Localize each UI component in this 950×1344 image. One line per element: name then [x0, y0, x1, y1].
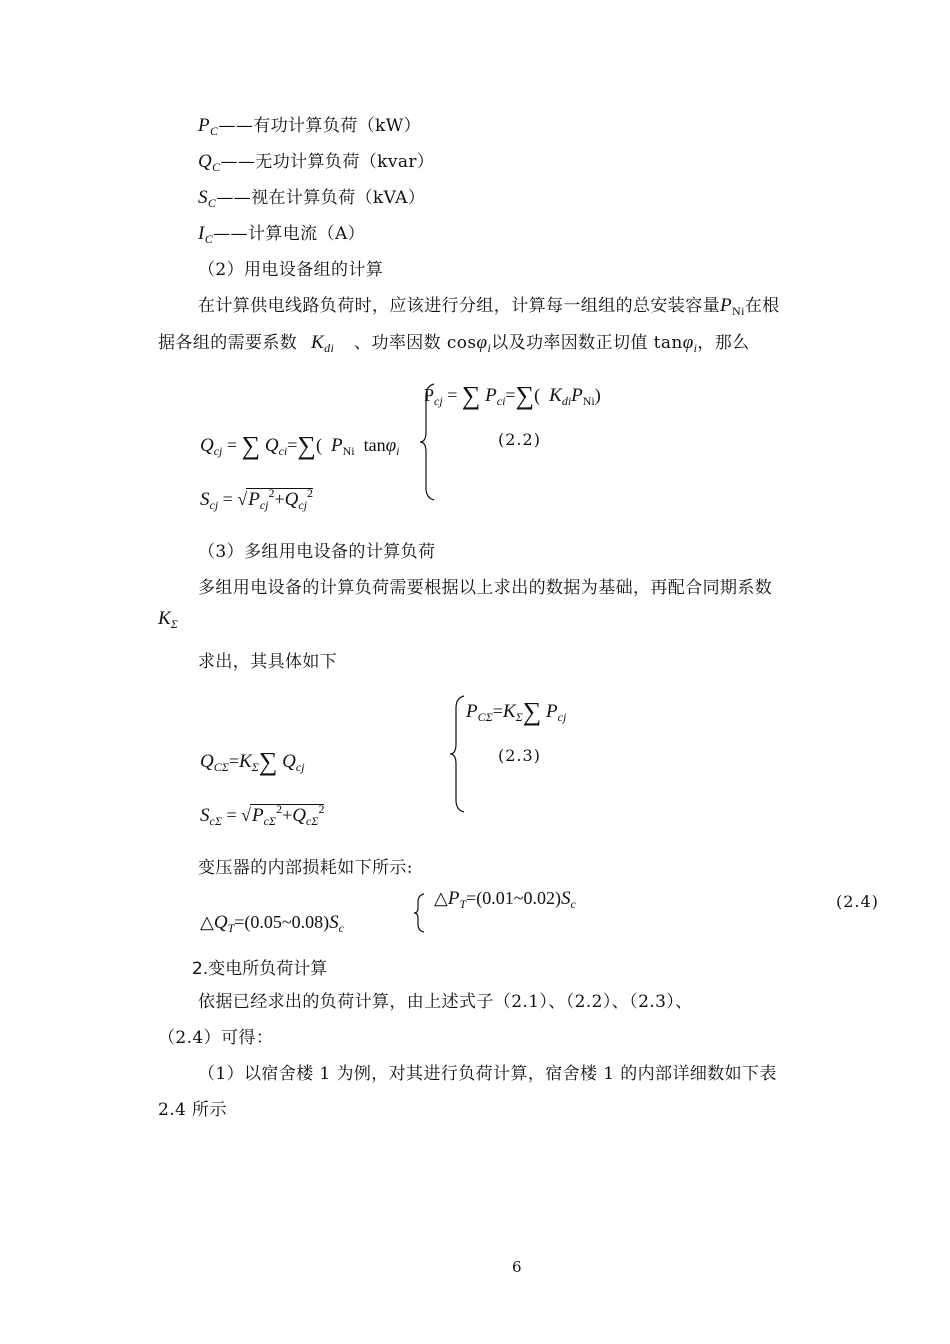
qc-desc: ——无功计算负荷（kvar） [220, 152, 435, 172]
eq23-pc-sigma: $P_{C\Sigma}=K_\Sigma\sum$ $P_{cj}$ [466, 697, 567, 726]
eq22-qcj: $Q_{cj}$ = ∑ $Q_{ci}=\sum$( $P_{Ni}$ tanφ$_i$ [200, 431, 400, 460]
section2-para2: 据各组的需要系数 $K_{di}$ 、功率因数 cosφ$_i$以及功率因数正切值 tanφ$_i$，那么 [158, 332, 750, 355]
eq22-number: (2.2) [498, 430, 541, 449]
section2-para1: 在计算供电线路负荷时，应该进行分组，计算每一组组的总安装容量$P_{Ni}$在根 [198, 295, 780, 318]
substation-para4: 2.4 所示 [158, 1100, 227, 1120]
eq22-brace [418, 382, 440, 502]
section3-para1: 多组用电设备的计算负荷需要根据以上求出的数据为基础，再配合同期系数 [198, 578, 773, 598]
eq23-brace [448, 694, 470, 814]
page-number: 6 [512, 1258, 522, 1276]
eq24-brace [412, 892, 428, 934]
pc-desc: ——有功计算负荷（kW） [218, 116, 421, 136]
ic-desc: ——计算电流（A） [213, 224, 366, 244]
sc-definition: $S_C——$视在计算负荷（kVA） [198, 187, 426, 210]
pc-definition: $P_C——$有功计算负荷（kW） [198, 115, 421, 138]
eq22-scj: $S_{cj} = √P_{cj}^2+Q_{cj}^2$ [200, 486, 314, 512]
substation-para3: （1）以宿舍楼 1 为例，对其进行负荷计算，宿舍楼 1 的内部详细数如下表 [198, 1064, 777, 1084]
eq24-delta-p: $\triangle P_T=(0.01\sim 0.02)S_c$ [434, 888, 576, 911]
eq22-pcj: $P_{cj}$ = ∑ $P_{ci}=\sum$( $K_{di}P_{Ni}$) [424, 381, 601, 410]
eq23-number: (2.3) [498, 746, 541, 765]
section3-heading: （3）多组用电设备的计算负荷 [198, 542, 436, 562]
substation-para2: （2.4）可得： [158, 1028, 274, 1048]
substation-para1: 依据已经求出的负荷计算，由上述式子（2.1）、（2.2）、（2.3）、 [198, 992, 693, 1012]
section3-para2: 求出，其具体如下 [198, 652, 338, 672]
k-sigma-symbol: $K_\Sigma$ [158, 608, 178, 631]
eq23-sc-sigma: $S_{c\Sigma} = √P_{c\Sigma}^2+Q_{c\Sigma}^2$ [200, 802, 325, 828]
eq24-delta-q: $\triangle Q_T=(0.05\sim 0.08)S_c$ [200, 912, 344, 935]
qc-definition: $Q_C——$无功计算负荷（kvar） [198, 151, 435, 174]
eq24-number: (2.4) [836, 892, 879, 911]
substation-heading: 2.变电所负荷计算 [192, 959, 328, 979]
section2-heading: （2）用电设备组的计算 [198, 260, 384, 280]
ic-definition: $I_C——$计算电流（A） [198, 223, 366, 246]
sc-desc: ——视在计算负荷（kVA） [216, 188, 426, 208]
eq23-qc-sigma: $Q_{C\Sigma}=K_\Sigma\sum$ $Q_{cj}$ [200, 747, 305, 776]
transformer-intro: 变压器的内部损耗如下所示: [198, 858, 413, 878]
